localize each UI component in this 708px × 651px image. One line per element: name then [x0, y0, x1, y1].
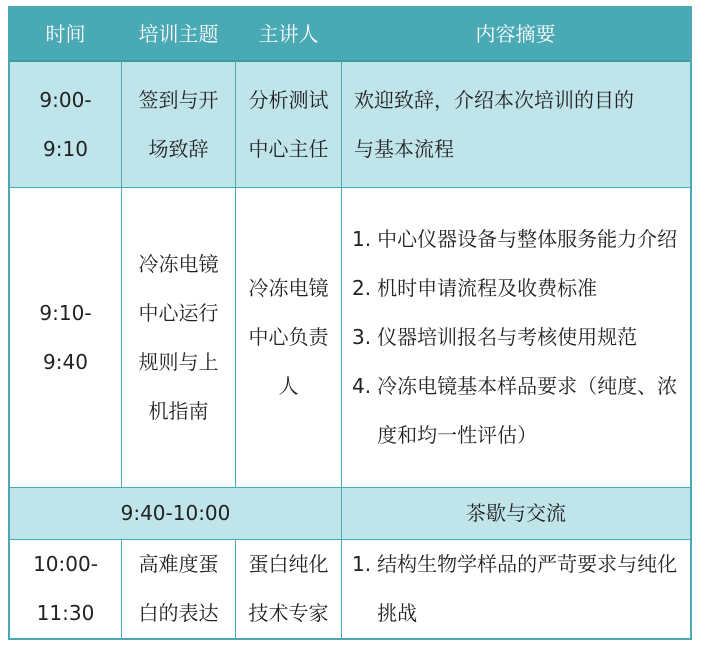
- row4-time: [10, 540, 122, 638]
- row2-speaker: [236, 188, 342, 488]
- row2-topic: [122, 188, 236, 488]
- summary-item: [352, 215, 682, 264]
- summary-item: [352, 362, 682, 460]
- item-number: 4.: [352, 374, 372, 398]
- cell-text: 9:10- 9:40: [39, 300, 92, 374]
- cell-text: 9:00- 9:10: [39, 87, 92, 161]
- item-number: 3.: [352, 325, 372, 349]
- item-number: 1.: [352, 227, 372, 251]
- cell-text: 蛋白纯化 技术专家: [248, 552, 329, 625]
- item-text: 中心仪器设备与整体服务能力介绍: [377, 227, 678, 251]
- row4-speaker: [236, 540, 342, 638]
- break-label: 茶歇与交流: [342, 488, 690, 540]
- summary-item: [352, 540, 682, 638]
- header-speaker: 主讲人: [236, 8, 342, 62]
- item-number: 1.: [352, 552, 372, 576]
- row1-time: [10, 62, 122, 188]
- cell-text: 冷冻电镜 中心运行 规则与上 机指南: [138, 251, 219, 423]
- row2-time: [10, 188, 122, 488]
- row2-summary: [342, 188, 690, 488]
- row1-summary: [342, 62, 690, 188]
- row4-summary: [342, 540, 690, 638]
- row4-topic: [122, 540, 236, 638]
- row1-topic: [122, 62, 236, 188]
- schedule-table: [8, 6, 692, 640]
- cell-text: 签到与开 场致辞: [138, 87, 219, 161]
- item-text: 机时申请流程及收费标准: [377, 276, 598, 300]
- row1-speaker: [236, 62, 342, 188]
- item-text: 冷冻电镜基本样品要求（纯度、浓度和均一性评估）: [377, 374, 678, 447]
- cell-text: 高难度蛋 白的表达: [138, 552, 219, 625]
- header-topic: 培训主题: [122, 8, 236, 62]
- item-text: 仪器培训报名与考核使用规范: [377, 325, 638, 349]
- cell-text: 10:00- 11:30: [33, 552, 98, 625]
- cell-text: 欢迎致辞，介绍本次培训的目的 与基本流程: [354, 87, 634, 161]
- summary-item: [352, 313, 682, 362]
- cell-text: 冷冻电镜 中心负责 人: [248, 276, 329, 398]
- summary-item: [352, 264, 682, 313]
- header-time: 时间: [10, 8, 122, 62]
- item-text: 结构生物学样品的严苛要求与纯化挑战: [377, 552, 678, 625]
- header-summary: 内容摘要: [342, 8, 690, 62]
- cell-text: 分析测试 中心主任: [248, 87, 329, 161]
- item-number: 2.: [352, 276, 372, 300]
- break-time: 9:40-10:00: [10, 488, 342, 540]
